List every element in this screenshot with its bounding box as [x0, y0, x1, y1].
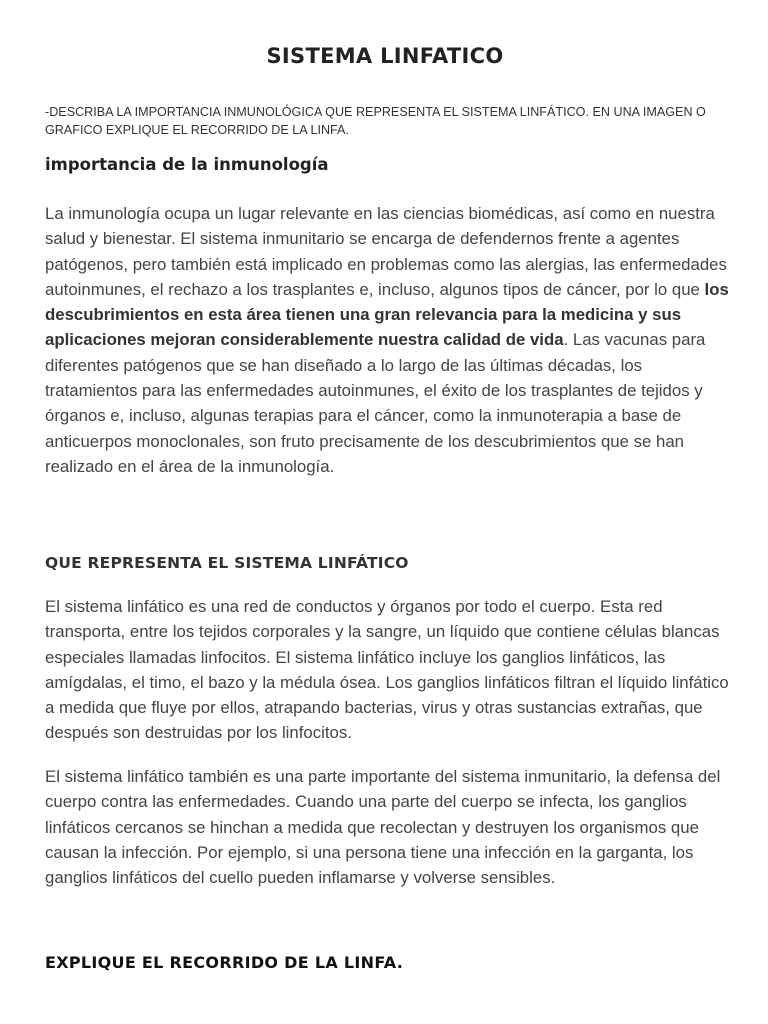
section-heading-importancia: importancia de la inmunología	[45, 155, 329, 174]
document-title: SISTEMA LINFATICO	[266, 44, 504, 68]
paragraph-importancia	[45, 201, 730, 479]
paragraph-sistema-linfatico-2: El sistema linfático también es una parte importante del sistema inmunitario, la defensa del cuerpo contra las enfermedades. Cuando una parte del cuerpo se infecta, los ganglios linfáticos cercanos se hinchan a medida que recolectan y destruyen los organismos que causan la infección. Por ejemplo, si una persona tiene una infección en la garganta, los ganglios linfáticos del cuello pueden inflamarse y volverse sensibles.	[45, 767, 721, 888]
assignment-prompt: -DESCRIBA LA IMPORTANCIA INMUNOLÓGICA QUE REPRESENTA EL SISTEMA LINFÁTICO. EN UNA IMAGEN O GRAFICO EXPLIQUE EL RECORRIDO DE LA LINFA.	[45, 105, 706, 137]
paragraph-sistema-linfatico-1: El sistema linfático es una red de conductos y órganos por todo el cuerpo. Esta red transporta, entre los tejidos corporales y la sangre, un líquido que contiene células blancas especiales llamadas linfocitos. El sistema linfático incluye los ganglios linfáticos, las amígdalas, el timo, el bazo y la médula ósea. Los ganglios linfáticos filtran el líquido linfático a medida que fluye por ellos, atrapando bacterias, virus y otras sustancias extrañas, que después son destruidas por los linfocitos.	[45, 597, 729, 743]
section-heading-recorrido: EXPLIQUE EL RECORRIDO DE LA LINFA.	[45, 953, 404, 972]
section-heading-que-representa: QUE REPRESENTA EL SISTEMA LINFÁTICO	[45, 554, 409, 572]
paragraph-importancia-bold: los descubrimientos en esta área tienen una gran relevancia para la medicina y sus aplicaciones mejoran considerablemente nuestra calidad de vida	[45, 279, 729, 350]
paragraph-importancia-part1: La inmunología ocupa un lugar relevante en las ciencias biomédicas, así como en nuestra salud y bienestar. El sistema inmunitario se encarga de defendernos frente a agentes patógenos, pero también está implicado en problemas como las alergias, las enfermedades autoinmunes, el rechazo a los trasplantes e, incluso, algunos tipos de cáncer, por lo que	[45, 204, 727, 299]
paragraph-importancia-part2: . Las vacunas para diferentes patógenos que se han diseñado a lo largo de las últimas décadas, los tratamientos para las enfermedades autoinmunes, el éxito de los trasplantes de tejidos y órganos e, incluso, algunas terapias para el cáncer, como la inmunoterapia a base de anticuerpos monoclonales, son fruto precisamente de los descubrimientos que se han realizado en el área de la inmunología.	[45, 330, 706, 476]
